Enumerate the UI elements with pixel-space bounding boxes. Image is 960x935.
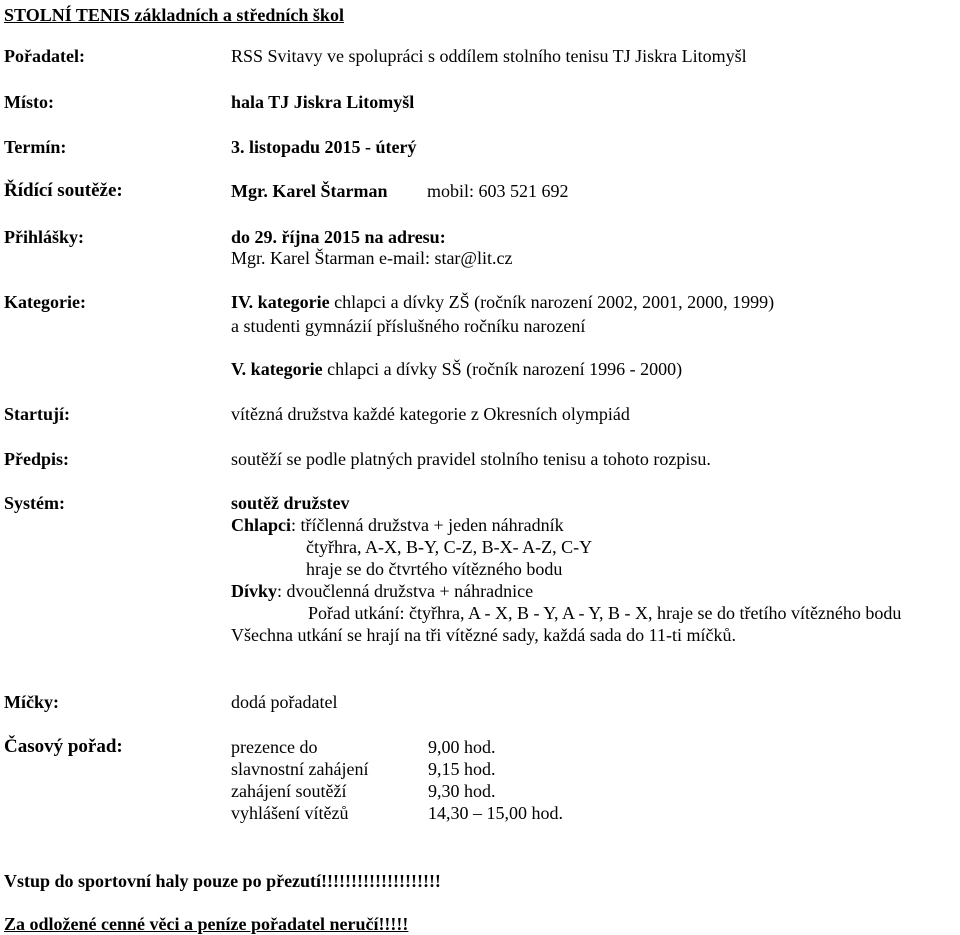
schedule-row-3-time: 9,30 hod. [428, 781, 496, 801]
prihlasky-label: Přihlášky: [4, 227, 85, 247]
system-divky-text: : dvoučlenná družstva + náhradnice [277, 581, 534, 601]
schedule-row-4-time: 14,30 – 15,00 hod. [428, 803, 563, 823]
misto-label: Místo: [4, 92, 54, 112]
kategorie-label: Kategorie: [4, 292, 86, 312]
kategorie-v-name: V. kategorie [231, 359, 323, 379]
page-title: STOLNÍ TENIS základních a středních škol [4, 5, 344, 25]
schedule-row-4-name: vyhlášení vítězů [231, 803, 349, 823]
kategorie-iv-name: IV. kategorie [231, 292, 330, 312]
system-divky-label: Dívky [231, 581, 278, 601]
termin-value: 3. listopadu 2015 - úterý [231, 137, 417, 157]
casovy-porad-label: Časový pořad: [4, 736, 123, 757]
poradatel-label: Pořadatel: [4, 46, 85, 66]
termin-label: Termín: [4, 137, 67, 157]
system-porad: Pořad utkání: čtyřhra, A - X, B - Y, A - Y, B - X, hraje se do třetího vítězného bodu [308, 603, 902, 623]
system-chlapci-text: : tříčlenná družstva + jeden náhradník [291, 515, 564, 535]
micky-value: dodá pořadatel [231, 692, 338, 712]
schedule-row-1-name: prezence do [231, 737, 318, 757]
prihlasky-contact: Mgr. Karel Štarman e-mail: star@lit.cz [231, 248, 513, 268]
schedule-row-1-time: 9,00 hod. [428, 737, 496, 757]
kategorie-iv-line [231, 291, 774, 313]
system-heading: soutěž družstev [231, 493, 350, 513]
system-vsechna: Všechna utkání se hrají na tři vítězné sady, každá sada do 11-ti míčků. [231, 625, 736, 645]
kategorie-iv-text: chlapci a dívky ZŠ (ročník narození 2002, 2001, 2000, 1999) [334, 292, 775, 312]
notice-valuables: Za odložené cenné věci a peníze pořadatel neručí!!!!! [4, 914, 409, 934]
kategorie-v-line [231, 358, 682, 380]
system-hraje: hraje se do čtvrtého vítězného bodu [306, 559, 563, 579]
kategorie-v-text: chlapci a dívky SŠ (ročník narození 1996 - 2000) [327, 359, 683, 379]
notice-change-shoes: Vstup do sportovní haly pouze po přezutí!!!!!!!!!!!!!!!!!!!! [4, 871, 441, 891]
schedule-row-3-name: zahájení soutěží [231, 781, 347, 801]
poradatel-value: RSS Svitavy ve spolupráci s oddílem stolního tenisu TJ Jiskra Litomyšl [231, 46, 747, 66]
system-chlapci-line [231, 514, 564, 536]
ridici-name: Mgr. Karel Štarman [231, 181, 388, 201]
system-chlapci-label: Chlapci [231, 515, 292, 535]
predpis-value: soutěží se podle platných pravidel stolního tenisu a tohoto rozpisu. [231, 449, 711, 469]
ridici-mobile: mobil: 603 521 692 [427, 181, 569, 201]
prihlasky-deadline: do 29. října 2015 na adresu: [231, 227, 446, 247]
misto-value: hala TJ Jiskra Litomyšl [231, 92, 415, 112]
system-ctyrhra: čtyřhra, A-X, B-Y, C-Z, B-X- A-Z, C-Y [306, 537, 593, 557]
predpis-label: Předpis: [4, 449, 69, 469]
startuji-value: vítězná družstva každé kategorie z Okresních olympiád [231, 404, 630, 424]
kategorie-iv-text2: a studenti gymnázií příslušného ročníku narození [231, 316, 586, 336]
schedule-row-2-time: 9,15 hod. [428, 759, 496, 779]
micky-label: Míčky: [4, 692, 59, 712]
ridici-label: Řídící soutěže: [4, 180, 123, 201]
schedule-row-2-name: slavnostní zahájení [231, 759, 369, 779]
system-label: Systém: [4, 493, 65, 513]
startuji-label: Startují: [4, 404, 70, 424]
system-divky-line [231, 580, 533, 602]
